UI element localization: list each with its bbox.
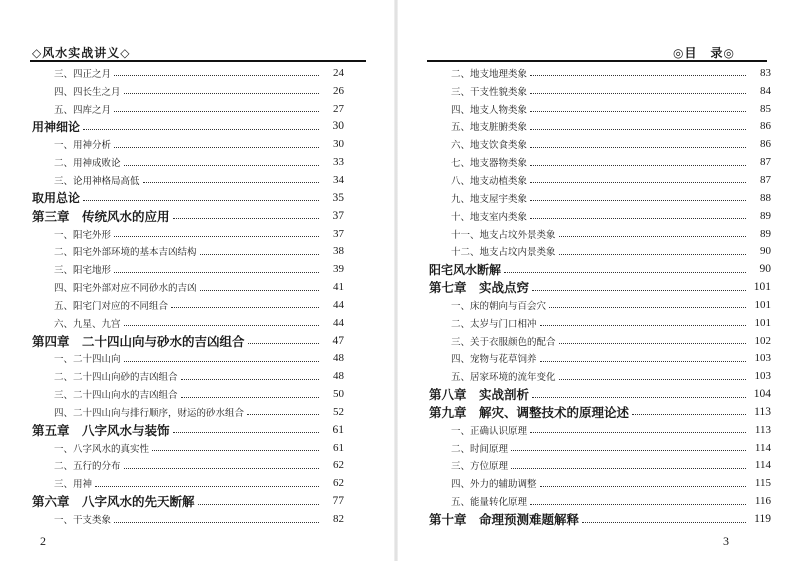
table-of-contents — [32, 64, 344, 528]
dot-leader — [530, 75, 746, 76]
dot-leader — [530, 93, 746, 94]
dot-leader — [530, 147, 746, 148]
toc-entry-page: 103 — [754, 370, 771, 383]
dot-leader — [124, 93, 319, 94]
toc-entry-page: 27 — [333, 102, 344, 115]
toc-entry-title: 一、床的朝向与百会穴 — [451, 300, 547, 312]
toc-entry-page: 86 — [760, 138, 771, 151]
dot-leader — [83, 200, 319, 201]
toc-entry-title: 八、地支动植类象 — [451, 175, 528, 187]
toc-entry-title: 二、地支地理类象 — [451, 68, 528, 80]
toc-entry-title: 三、方位原理 — [451, 461, 509, 473]
toc-entry-page: 30 — [333, 138, 344, 151]
toc-entry-page: 101 — [754, 316, 771, 329]
toc-entry-page: 104 — [753, 388, 771, 401]
dot-leader — [247, 414, 319, 415]
dot-leader — [181, 397, 319, 398]
toc-entry-page: 85 — [760, 102, 771, 115]
dot-leader — [124, 325, 319, 326]
toc-entry-chapter — [429, 385, 771, 403]
toc-entry-page: 61 — [332, 423, 344, 436]
toc-entry-page: 41 — [333, 281, 344, 294]
toc-entry-chapter — [32, 207, 344, 225]
toc-entry-page: 101 — [753, 281, 771, 294]
toc-entry-page: 102 — [754, 334, 771, 347]
toc-entry-page: 48 — [333, 352, 344, 365]
left-page — [0, 0, 396, 561]
dot-leader — [83, 129, 319, 130]
running-header: ◎目 录◎ — [673, 46, 735, 60]
toc-entry-sub — [429, 82, 771, 100]
toc-entry-page: 119 — [754, 513, 771, 526]
toc-entry-sub — [32, 457, 344, 475]
dot-leader — [173, 218, 319, 219]
toc-entry-title: 第十章 命理预测难题解释 — [429, 512, 580, 528]
toc-entry-page: 113 — [754, 405, 771, 418]
toc-entry-title: 五、居家环境的流年变化 — [451, 372, 556, 384]
toc-entry-page: 116 — [754, 495, 771, 508]
toc-entry-page: 39 — [333, 263, 344, 276]
dot-leader — [559, 343, 746, 344]
toc-entry-sub — [32, 367, 344, 385]
toc-entry-sub — [429, 474, 771, 492]
header-rule — [427, 60, 767, 62]
toc-entry-title: 三、干支性貌类象 — [451, 86, 528, 98]
dot-leader — [200, 290, 319, 291]
toc-entry-sub — [429, 421, 771, 439]
toc-entry-page: 86 — [760, 120, 771, 133]
toc-entry-sub — [32, 296, 344, 314]
toc-entry-title: 三、二十四山向水的吉凶组合 — [54, 390, 178, 402]
toc-entry-sub — [429, 314, 771, 332]
table-of-contents — [429, 64, 771, 528]
toc-entry-sub — [429, 153, 771, 171]
toc-entry-title: 四、地支人物类象 — [451, 104, 528, 116]
dot-leader — [530, 218, 746, 219]
toc-entry-title: 一、用神分析 — [54, 140, 112, 152]
toc-entry-chapter — [32, 492, 344, 510]
toc-entry-title: 第五章 八字风水与装饰 — [32, 422, 170, 438]
toc-entry-page: 101 — [754, 298, 771, 311]
dot-leader — [124, 361, 319, 362]
dot-leader — [530, 432, 746, 433]
toc-entry-page: 88 — [760, 191, 771, 204]
toc-entry-chapter — [32, 421, 344, 439]
toc-entry-page: 87 — [760, 156, 771, 169]
dot-leader — [114, 522, 319, 523]
dot-leader — [530, 111, 746, 112]
dot-leader — [559, 254, 746, 255]
toc-entry-sub — [32, 225, 344, 243]
toc-entry-title: 三、论用神格局高低 — [54, 175, 140, 187]
toc-entry-sub — [32, 153, 344, 171]
toc-entry-page: 24 — [333, 66, 344, 79]
toc-entry-title: 第三章 传统风水的应用 — [32, 208, 170, 224]
dot-leader — [143, 182, 319, 183]
toc-entry-title: 用神细论 — [32, 119, 81, 134]
toc-entry-title: 四、外力的辅助调整 — [451, 479, 537, 491]
toc-entry-sub — [32, 278, 344, 296]
toc-entry-page: 90 — [759, 263, 771, 276]
toc-entry-title: 六、九星、九宫 — [54, 318, 121, 330]
toc-entry-title: 一、阳宅外形 — [54, 229, 112, 241]
toc-entry-page: 115 — [754, 477, 771, 490]
toc-entry-title: 五、四库之月 — [54, 104, 112, 116]
toc-entry-title: 阳宅风水断解 — [429, 262, 502, 277]
toc-entry-sub — [32, 135, 344, 153]
toc-entry-title: 第四章 二十四山向与砂水的吉凶组合 — [32, 333, 245, 349]
toc-entry-sub — [32, 260, 344, 278]
toc-entry-page: 87 — [760, 173, 771, 186]
toc-entry-sub — [429, 118, 771, 136]
toc-entry-page: 103 — [754, 352, 771, 365]
toc-entry-title: 一、正确认识原理 — [451, 425, 528, 437]
dot-leader — [532, 290, 746, 291]
toc-entry-sub — [32, 64, 344, 82]
toc-entry-page: 34 — [333, 173, 344, 186]
toc-entry-page: 114 — [754, 459, 771, 472]
dot-leader — [114, 272, 319, 273]
toc-entry-page: 48 — [333, 370, 344, 383]
toc-entry-title: 二、阳宅外部环境的基本吉凶结构 — [54, 247, 197, 259]
toc-entry-sub — [32, 403, 344, 421]
dot-leader — [530, 165, 746, 166]
toc-entry-page: 62 — [333, 477, 344, 490]
dot-leader — [181, 379, 319, 380]
toc-entry-page: 83 — [760, 66, 771, 79]
dot-leader — [152, 450, 319, 451]
toc-entry-chapter — [429, 278, 771, 296]
dot-leader — [582, 522, 746, 523]
dot-leader — [114, 111, 319, 112]
dot-leader — [530, 504, 746, 505]
toc-entry-sub — [429, 135, 771, 153]
toc-entry-title: 十一、地支占坟外景类象 — [451, 229, 556, 241]
toc-entry-title: 一、二十四山向 — [54, 354, 121, 366]
toc-entry-page: 26 — [333, 84, 344, 97]
toc-entry-sub — [32, 171, 344, 189]
toc-entry-page: 89 — [760, 209, 771, 222]
toc-entry-sub — [429, 439, 771, 457]
dot-leader — [114, 236, 319, 237]
toc-entry-sub — [32, 100, 344, 118]
dot-leader — [632, 414, 746, 415]
toc-entry-sub — [32, 474, 344, 492]
toc-entry-sub — [429, 367, 771, 385]
toc-entry-section — [32, 118, 344, 136]
toc-entry-sub — [429, 296, 771, 314]
toc-entry-page: 77 — [332, 495, 344, 508]
toc-entry-title: 第九章 解灾、调整技术的原理论述 — [429, 404, 630, 420]
toc-entry-title: 二、二十四山向砂的吉凶组合 — [54, 372, 178, 384]
dot-leader — [549, 307, 746, 308]
toc-entry-page: 35 — [332, 191, 344, 204]
toc-entry-sub — [429, 225, 771, 243]
dot-leader — [124, 468, 319, 469]
toc-entry-title: 十二、地支占坟内景类象 — [451, 247, 556, 259]
toc-entry-title: 五、阳宅门对应的不同组合 — [54, 300, 169, 312]
toc-entry-section — [429, 260, 771, 278]
toc-entry-title: 四、阳宅外部对应不同砂水的吉凶 — [54, 283, 197, 295]
toc-entry-title: 取用总论 — [32, 191, 81, 206]
toc-entry-page: 62 — [333, 459, 344, 472]
right-page — [397, 0, 793, 561]
toc-entry-page: 38 — [333, 245, 344, 258]
toc-entry-page: 50 — [333, 388, 344, 401]
toc-entry-title: 第八章 实战剖析 — [429, 387, 530, 403]
toc-entry-section — [32, 189, 344, 207]
toc-entry-page: 90 — [760, 245, 771, 258]
toc-entry-title: 二、五行的分布 — [54, 461, 121, 473]
dot-leader — [95, 486, 319, 487]
toc-entry-sub — [429, 332, 771, 350]
toc-entry-title: 一、八字风水的真实性 — [54, 443, 150, 455]
page-number: 3 — [723, 534, 729, 548]
toc-entry-sub — [429, 492, 771, 510]
toc-entry-sub — [32, 314, 344, 332]
toc-entry-sub — [429, 100, 771, 118]
dot-leader — [540, 361, 746, 362]
dot-leader — [530, 200, 746, 201]
toc-entry-sub — [32, 385, 344, 403]
toc-entry-sub — [32, 510, 344, 528]
toc-entry-title: 第六章 八字风水的先天断解 — [32, 494, 195, 510]
dot-leader — [114, 75, 319, 76]
dot-leader — [559, 236, 746, 237]
toc-entry-title: 二、时间原理 — [451, 443, 509, 455]
toc-entry-sub — [32, 350, 344, 368]
toc-entry-sub — [429, 64, 771, 82]
toc-entry-title: 七、地支器物类象 — [451, 158, 528, 170]
dot-leader — [540, 486, 746, 487]
toc-entry-title: 四、宠物与花草饲养 — [451, 354, 537, 366]
toc-entry-title: 三、四正之月 — [54, 68, 112, 80]
dot-leader — [511, 450, 746, 451]
toc-entry-title: 三、用神 — [54, 479, 93, 491]
toc-entry-page: 44 — [333, 298, 344, 311]
toc-entry-title: 九、地支屋宇类象 — [451, 193, 528, 205]
toc-entry-title: 四、二十四山向与排行顺序，财运的砂水组合 — [54, 407, 245, 419]
toc-entry-page: 61 — [333, 441, 344, 454]
dot-leader — [530, 182, 746, 183]
toc-entry-title: 三、阳宅地形 — [54, 265, 112, 277]
toc-entry-title: 三、关于衣服颜色的配合 — [451, 336, 556, 348]
toc-entry-sub — [429, 207, 771, 225]
toc-entry-title: 四、四长生之月 — [54, 86, 121, 98]
dot-leader — [540, 325, 746, 326]
toc-entry-sub — [429, 189, 771, 207]
toc-entry-chapter — [32, 332, 344, 350]
dot-leader — [198, 504, 319, 505]
dot-leader — [173, 432, 319, 433]
toc-entry-page: 44 — [333, 316, 344, 329]
toc-entry-page: 52 — [333, 405, 344, 418]
toc-entry-title: 十、地支室内类象 — [451, 211, 528, 223]
toc-entry-sub — [429, 457, 771, 475]
dot-leader — [532, 397, 746, 398]
toc-entry-sub — [32, 439, 344, 457]
toc-entry-page: 82 — [333, 513, 344, 526]
toc-entry-sub — [429, 242, 771, 260]
toc-entry-sub — [429, 350, 771, 368]
dot-leader — [559, 379, 746, 380]
toc-entry-page: 37 — [333, 227, 344, 240]
dot-leader — [248, 343, 319, 344]
dot-leader — [124, 165, 319, 166]
dot-leader — [200, 254, 319, 255]
toc-entry-title: 二、太岁与门口相冲 — [451, 318, 537, 330]
toc-entry-page: 89 — [760, 227, 771, 240]
header-rule — [30, 60, 366, 62]
dot-leader — [114, 147, 319, 148]
toc-entry-page: 113 — [754, 423, 771, 436]
toc-entry-title: 一、干支类象 — [54, 515, 112, 527]
toc-entry-title: 二、用神成败论 — [54, 158, 121, 170]
page-number: 2 — [40, 534, 46, 548]
toc-entry-chapter — [429, 510, 771, 528]
toc-entry-sub — [32, 82, 344, 100]
dot-leader — [504, 272, 746, 273]
dot-leader — [511, 468, 746, 469]
dot-leader — [530, 129, 746, 130]
toc-entry-title: 六、地支饮食类象 — [451, 140, 528, 152]
dot-leader — [171, 307, 319, 308]
toc-entry-page: 114 — [754, 441, 771, 454]
running-header: ◇风水实战讲义◇ — [32, 46, 131, 60]
toc-entry-title: 五、地支脏腑类象 — [451, 122, 528, 134]
toc-entry-title: 五、能量转化原理 — [451, 497, 528, 509]
toc-entry-page: 37 — [332, 209, 344, 222]
toc-entry-page: 47 — [332, 334, 344, 347]
toc-entry-chapter — [429, 403, 771, 421]
toc-entry-sub — [429, 171, 771, 189]
toc-entry-sub — [32, 242, 344, 260]
toc-entry-page: 30 — [332, 120, 344, 133]
toc-entry-title: 第七章 实战点窍 — [429, 280, 530, 296]
toc-entry-page: 33 — [333, 156, 344, 169]
toc-entry-page: 84 — [760, 84, 771, 97]
